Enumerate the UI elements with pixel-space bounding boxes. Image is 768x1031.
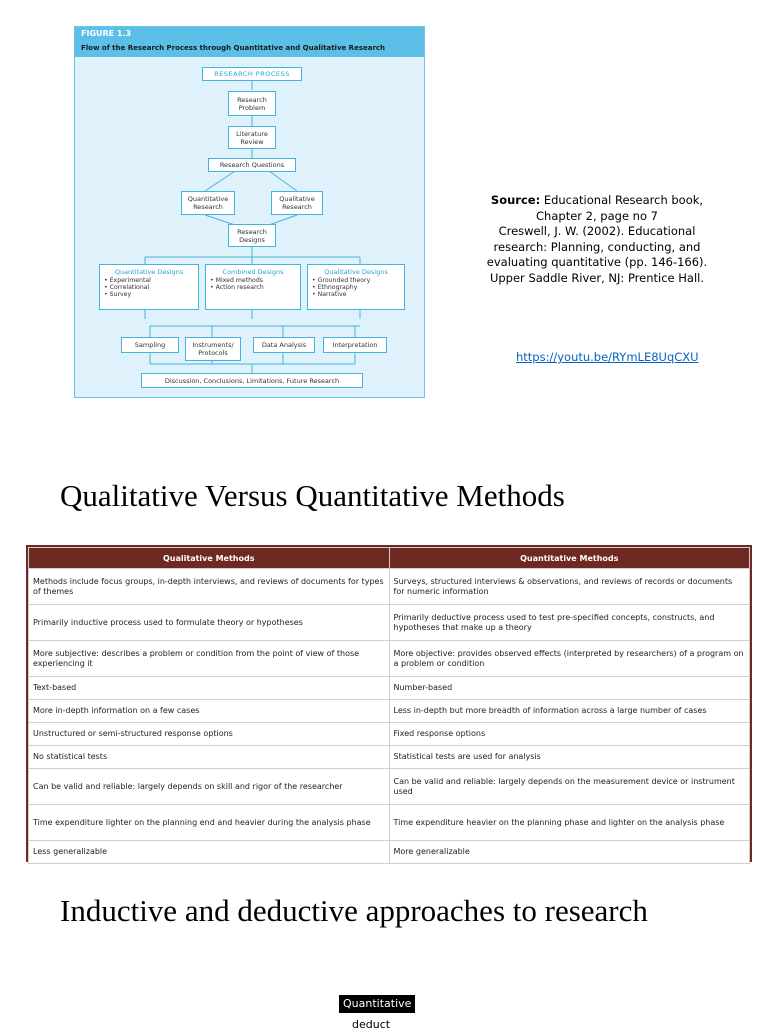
header-quantitative: Quantitative Methods: [390, 548, 750, 568]
table-row: [29, 605, 749, 640]
list-item: • Action research: [210, 284, 296, 291]
table-cell: More in-depth information on a few cases: [29, 700, 389, 722]
list-item: • Narrative: [312, 291, 400, 298]
table-row: [29, 746, 749, 768]
table-cell: Statistical tests are used for analysis: [390, 746, 750, 768]
sampling-box: [121, 337, 179, 353]
table-cell: Time expenditure lighter on the planning end and heavier during the analysis phase: [29, 805, 389, 840]
figure-label: FIGURE 1.3: [81, 29, 132, 38]
table-row: [29, 723, 749, 745]
header-qualitative: Qualitative Methods: [29, 548, 389, 568]
source-line-6: Upper Saddle River, NJ: Prentice Hall.: [489, 270, 705, 285]
table-cell: Time expenditure heavier on the planning phase and lighter on the analysis phase: [390, 805, 750, 840]
table-cell: More subjective: describes a problem or condition from the point of view of those experiencing it: [29, 641, 389, 676]
source-line-3: Creswell, J. W. (2002). Educational: [498, 224, 696, 238]
source-text: Educational Research book,: [543, 193, 704, 207]
table-row: [29, 677, 749, 699]
qualitative-research-box: [271, 191, 323, 215]
table-cell: Unstructured or semi-structured response options: [29, 723, 389, 745]
quantitative-designs-box: [99, 264, 199, 310]
source-citation: [466, 193, 728, 286]
combined-designs-title: Combined Designs: [222, 268, 284, 276]
section-heading-approaches: Inductive and deductive approaches to research: [60, 893, 648, 928]
research-problem-box: [228, 91, 276, 116]
research-problem-label: Research Problem: [237, 95, 267, 112]
connector-line: [205, 171, 235, 191]
research-designs-box: [228, 224, 276, 247]
table-cell: Can be valid and reliable: largely depends on skill and rigor of the researcher: [29, 769, 389, 804]
research-designs-label: Research Designs: [237, 227, 267, 244]
table-header-row: [29, 548, 749, 568]
research-process-label: RESEARCH PROCESS: [214, 70, 290, 78]
instruments-box: [185, 337, 241, 361]
table-cell: Methods include focus groups, in-depth interviews, and reviews of documents for types of themes: [29, 569, 389, 604]
combined-designs-list: [210, 277, 296, 291]
source-line-2: Chapter 2, page no 7: [536, 208, 658, 223]
interpretation-label: Interpretation: [332, 341, 378, 349]
source-line-1: [466, 193, 728, 209]
table-row: [29, 805, 749, 840]
section-heading-methods: Qualitative Versus Quantitative Methods: [60, 478, 565, 513]
instruments-label: Instruments/ Protocols: [192, 341, 234, 357]
source-line-4: research: Planning, conducting, and: [493, 239, 701, 254]
table-cell: Fixed response options: [390, 723, 750, 745]
table-row: [29, 769, 749, 804]
list-item: • Survey: [104, 291, 194, 298]
qualitative-designs-title: Qualitative Designs: [324, 268, 388, 276]
table-cell: Less generalizable: [29, 841, 389, 863]
table-row: [29, 700, 749, 722]
table-row: [29, 569, 749, 604]
deductive-label-partial: deduct: [352, 1018, 391, 1031]
qualitative-research-label: Qualitative Research: [279, 195, 315, 211]
discussion-box: [141, 373, 363, 388]
research-flow-figure: [74, 26, 425, 398]
figure-title: Flow of the Research Process through Quantitative and Qualitative Research: [81, 44, 386, 52]
combined-designs-box: [205, 264, 301, 310]
interpretation-box: [323, 337, 387, 353]
table-cell: More generalizable: [390, 841, 750, 863]
sampling-label: Sampling: [134, 341, 166, 349]
connector-line: [269, 171, 297, 191]
table-cell: Can be valid and reliable: largely depends on the measurement device or instrument used: [390, 769, 750, 804]
quantitative-designs-title: Quantitative Designs: [114, 268, 184, 276]
list-item: • Mixed methods: [210, 277, 296, 284]
table-cell: More objective: provides observed effects (interpreted by researchers) of a program on a problem or condition: [390, 641, 750, 676]
qualitative-designs-list: [312, 277, 400, 298]
table-cell: Primarily deductive process used to test pre-specified concepts, constructs, and hypotheses that make up a theory: [390, 605, 750, 640]
table-row: [29, 641, 749, 676]
list-item: • Experimental: [104, 277, 194, 284]
table-cell: Number-based: [390, 677, 750, 699]
list-item: • Ethnography: [312, 284, 400, 291]
table-cell: Text-based: [29, 677, 389, 699]
quantitative-research-label: Quantitative Research: [187, 195, 229, 211]
research-process-box: [202, 67, 302, 81]
data-analysis-box: [253, 337, 315, 353]
quantitative-research-box: [181, 191, 235, 215]
youtube-link[interactable]: https://youtu.be/RYmLE8UqCXU: [516, 350, 699, 364]
qualitative-designs-box: [307, 264, 405, 310]
table-cell: Surveys, structured interviews & observations, and reviews of records or documents for numeric information: [390, 569, 750, 604]
list-item: • Correlational: [104, 284, 194, 291]
research-questions-box: [208, 158, 296, 172]
literature-review-box: [228, 126, 276, 149]
research-questions-label: Research Questions: [219, 161, 285, 169]
table-cell: Primarily inductive process used to formulate theory or hypotheses: [29, 605, 389, 640]
methods-comparison-table: [26, 545, 752, 862]
list-item: • Grounded theory: [312, 277, 400, 284]
comparison-table: [28, 547, 750, 864]
source-line-5: evaluating quantitative (pp. 146-166).: [486, 255, 708, 269]
table-row: [29, 841, 749, 863]
table-cell: No statistical tests: [29, 746, 389, 768]
source-label: Source:: [490, 193, 541, 207]
discussion-label: Discussion, Conclusions, Limitations, Future Research: [164, 376, 340, 385]
quantitative-label: Quantitative: [339, 995, 415, 1013]
literature-review-label: Literature Review: [236, 129, 268, 146]
quantitative-designs-list: [104, 277, 194, 298]
table-cell: Less in-depth but more breadth of information across a large number of cases: [390, 700, 750, 722]
data-analysis-label: Data Analysis: [261, 341, 307, 349]
